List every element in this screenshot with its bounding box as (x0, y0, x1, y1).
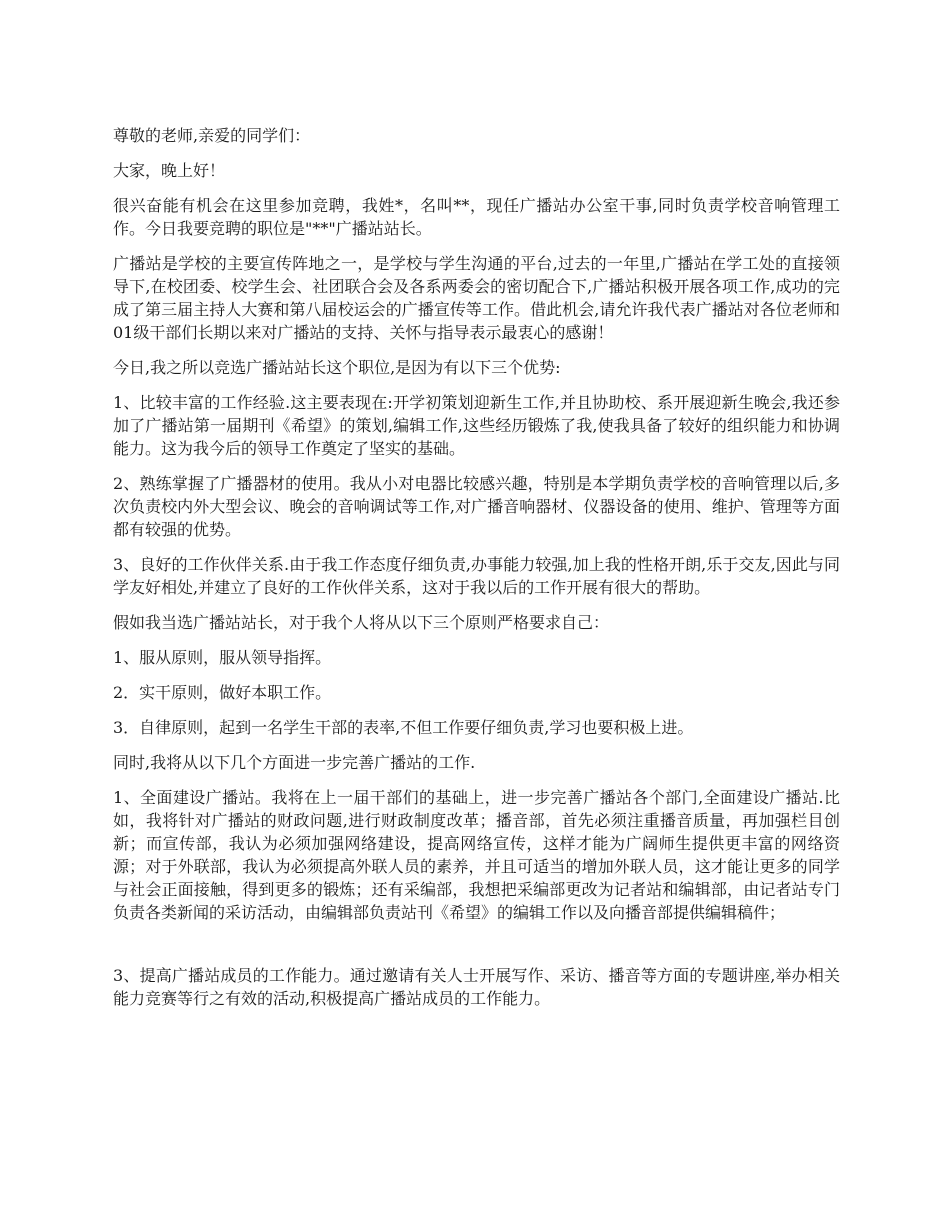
paragraph-improvement-1: 1、全面建设广播站。我将在上一届干部们的基础上，进一步完善广播站各个部门,全面建设广播站.比如，我将针对广播站的财政问题,进行财政制度改革；播音部，首先必须注重播音质量，再加强栏目创新；而宣传部，我认为必须加强网络建设，提高网络宣传，这样才能为广阔师生提供更丰富的网络资源；对于外联部，我认为必须提高外联人员的素养，并且可适当的增加外联人员，这才能让更多的同学与社会正面接触，得到更多的锻炼；还有采编部，我想把采编部更改为记者站和编辑部，由记者站专门负责各类新闻的采访活动，由编辑部负责站刊《希望》的编辑工作以及向播音部提供编辑稿件； (113, 788, 840, 922)
paragraph-principles: 假如我当选广播站站长，对于我个人将从以下三个原则严格要求自己： (113, 613, 610, 632)
paragraph-reasons: 今日,我之所以竞选广播站站长这个职位,是因为有以下三个优势: (113, 358, 561, 377)
greeting: 大家，晚上好！ (113, 161, 226, 180)
paragraph-improvement-3: 3、提高广播站成员的工作能力。通过邀请有关人士开展写作、采访、播音等方面的专题讲座,举办相关能力竞赛等行之有效的活动,积极提高广播站成员的工作能力。 (113, 966, 840, 1008)
paragraph-advantage-2: 2、熟练掌握了广播器材的使用。我从小对电器比较感兴趣，特别是本学期负责学校的音响管理以后,多次负责校内外大型会议、晚会的音响调试等工作,对广播音响器材、仪器设备的使用、维护、管理等方面都有较强的优势。 (113, 474, 840, 539)
paragraph-improvements: 同时,我将从以下几个方面进一步完善广播站的工作. (113, 753, 476, 772)
document-body (113, 124, 840, 1022)
paragraph-principle-2: 2．实干原则，做好本职工作。 (113, 683, 332, 702)
paragraph-principle-1: 1、服从原则，服从领导指挥。 (113, 648, 332, 667)
paragraph-principle-3: 3．自律原则，起到一名学生干部的表率,不但工作要仔细负责,学习也要积极上进。 (113, 718, 694, 737)
paragraph-advantage-1: 1、比较丰富的工作经验.这主要表现在:开学初策划迎新生工作,并且协助校、系开展迎新生晚会,我还参加了广播站第一届期刊《希望》的策划,编辑工作,这些经历锻炼了我,使我具备了较好的组织能力和协调能力。这为我今后的领导工作奠定了坚实的基础。 (113, 393, 840, 458)
salutation: 尊敬的老师,亲爱的同学们： (113, 126, 311, 145)
paragraph-station: 广播站是学校的主要宣传阵地之一，是学校与学生沟通的平台,过去的一年里,广播站在学工处的直接领导下,在校团委、校学生会、社团联合会及各系两委会的密切配合下,广播站积极开展各项工作,成功的完成了第三届主持人大赛和第八届校运会的广播宣传等工作。借此机会,请允许我代表广播站对各位老师和01级干部们长期以来对广播站的支持、关怀与指导表示最衷心的感谢！ (113, 254, 840, 342)
paragraph-advantage-3: 3、良好的工作伙伴关系.由于我工作态度仔细负责,办事能力较强,加上我的性格开朗,乐于交友,因此与同学友好相处,并建立了良好的工作伙伴关系，这对于我以后的工作开展有很大的帮助。 (113, 555, 840, 597)
paragraph-intro: 很兴奋能有机会在这里参加竞聘，我姓*，名叫**，现任广播站办公室干事,同时负责学校音响管理工作。今日我要竞聘的职位是"**"广播站站长。 (113, 196, 840, 238)
